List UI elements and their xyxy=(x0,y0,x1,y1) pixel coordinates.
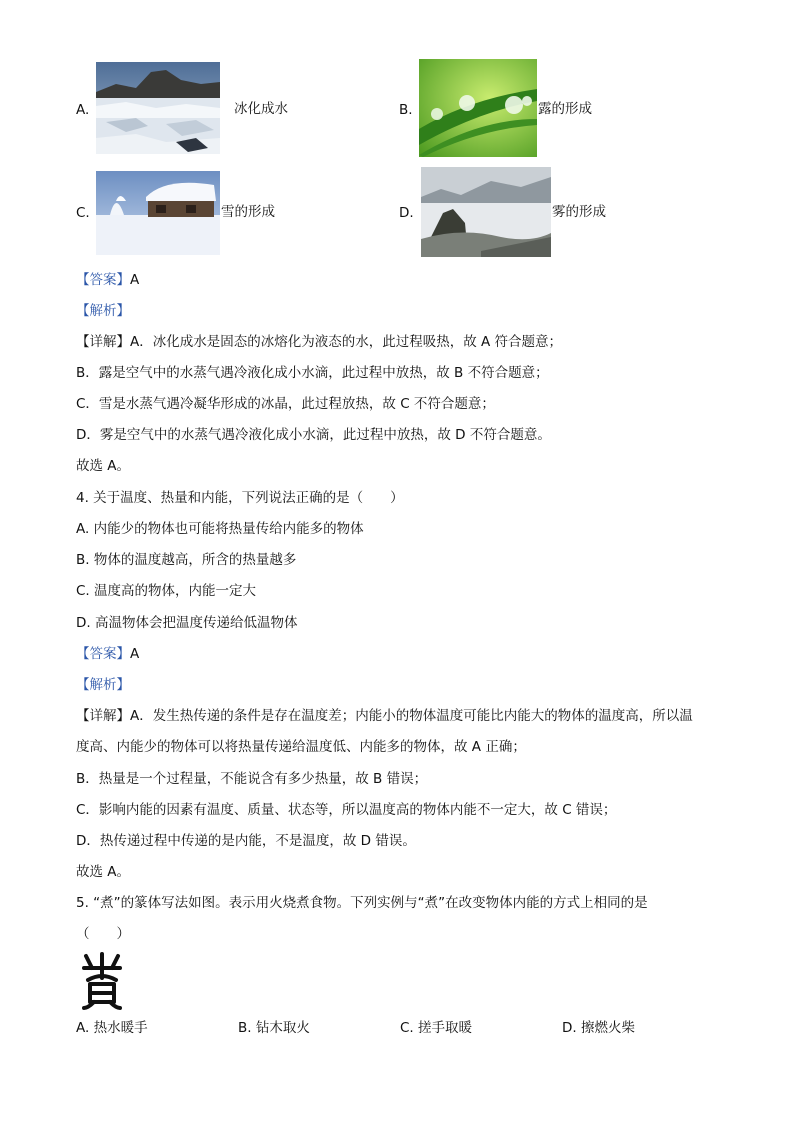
answer-tag: 【答案】 xyxy=(76,272,130,288)
option-c-letter: C. xyxy=(76,205,90,221)
q3-detail-line-3: C．雪是水蒸气遇冷凝华形成的冰晶，此过程放热，故 C 不符合题意； xyxy=(76,396,495,412)
q3-detail-line-1: 【详解】A．冰化成水是固态的冰熔化为液态的水，此过程吸热，故 A 符合题意； xyxy=(76,334,563,350)
seal-script-zhu-glyph xyxy=(80,950,124,1012)
q3-analysis-tag: 【解析】 xyxy=(76,303,130,319)
option-a-caption: 冰化成水 xyxy=(234,101,288,117)
option-c-caption: 雪的形成 xyxy=(221,204,275,220)
q4-answer xyxy=(76,648,139,662)
q4-detail-line-4: C．影响内能的因素有温度、质量、状态等，所以温度高的物体内能不一定大，故 C 错误； xyxy=(76,802,617,818)
option-b-letter: B. xyxy=(399,102,413,118)
answer-value: A xyxy=(130,272,140,288)
dew-image xyxy=(419,59,537,157)
option-a-letter: A. xyxy=(76,102,90,118)
q3-detail-line-2: B．露是空气中的水蒸气遇冷液化成小水滴，此过程中放热，故 B 不符合题意； xyxy=(76,365,549,381)
q5-stem: 5. “煮”的篆体写法如图。表示用火烧煮食物。下列实例与“煮”在改变物体内能的方式上相同的是 xyxy=(76,895,648,911)
option-d-letter: D. xyxy=(399,205,414,221)
detail-tag: 【详解】 xyxy=(76,708,130,724)
q4-option-d: D. 高温物体会把温度传递给低温物体 xyxy=(76,615,298,631)
q3-answer xyxy=(76,274,139,288)
q5-option-d: D. 擦燃火柴 xyxy=(562,1020,635,1036)
q4-option-c: C. 温度高的物体，内能一定大 xyxy=(76,583,257,599)
snow-house-image xyxy=(96,171,220,255)
ice-melting-image xyxy=(96,62,220,154)
option-d-caption: 雾的形成 xyxy=(552,204,606,220)
q5-option-b: B. 钻木取火 xyxy=(238,1020,310,1036)
q4-detail-line-3: B．热量是一个过程量，不能说含有多少热量，故 B 错误； xyxy=(76,771,428,787)
q4-detail-line-5: D．热传递过程中传递的是内能，不是温度，故 D 错误。 xyxy=(76,833,416,849)
q4-stem: 4. 关于温度、热量和内能，下列说法正确的是（ ） xyxy=(76,490,404,506)
q4-conclusion: 故选 A。 xyxy=(76,864,131,880)
answer-value: A xyxy=(130,646,140,662)
q4-detail-line-2: 度高、内能少的物体可以将热量传递给温度低、内能多的物体，故 A 正确； xyxy=(76,739,526,755)
q4-option-b: B. 物体的温度越高，所含的热量越多 xyxy=(76,552,297,568)
q4-analysis-tag: 【解析】 xyxy=(76,677,130,693)
q5-stem-paren: （ ） xyxy=(76,926,130,942)
option-b-caption: 露的形成 xyxy=(538,101,592,117)
q4-detail-line-1: 【详解】A．发生热传递的条件是存在温度差；内能小的物体温度可能比内能大的物体的温度高，所以温 xyxy=(76,708,693,724)
detail-tag: 【详解】 xyxy=(76,334,130,350)
q3-detail-line-4: D．雾是空气中的水蒸气遇冷液化成小水滴，此过程中放热，故 D 不符合题意。 xyxy=(76,427,551,443)
answer-tag: 【答案】 xyxy=(76,646,130,662)
q5-option-c: C. 搓手取暖 xyxy=(400,1020,473,1036)
q4-option-a: A. 内能少的物体也可能将热量传给内能多的物体 xyxy=(76,521,364,537)
fog-mountain-image xyxy=(421,167,551,257)
q5-option-a: A. 热水暖手 xyxy=(76,1020,148,1036)
q3-conclusion: 故选 A。 xyxy=(76,458,131,474)
